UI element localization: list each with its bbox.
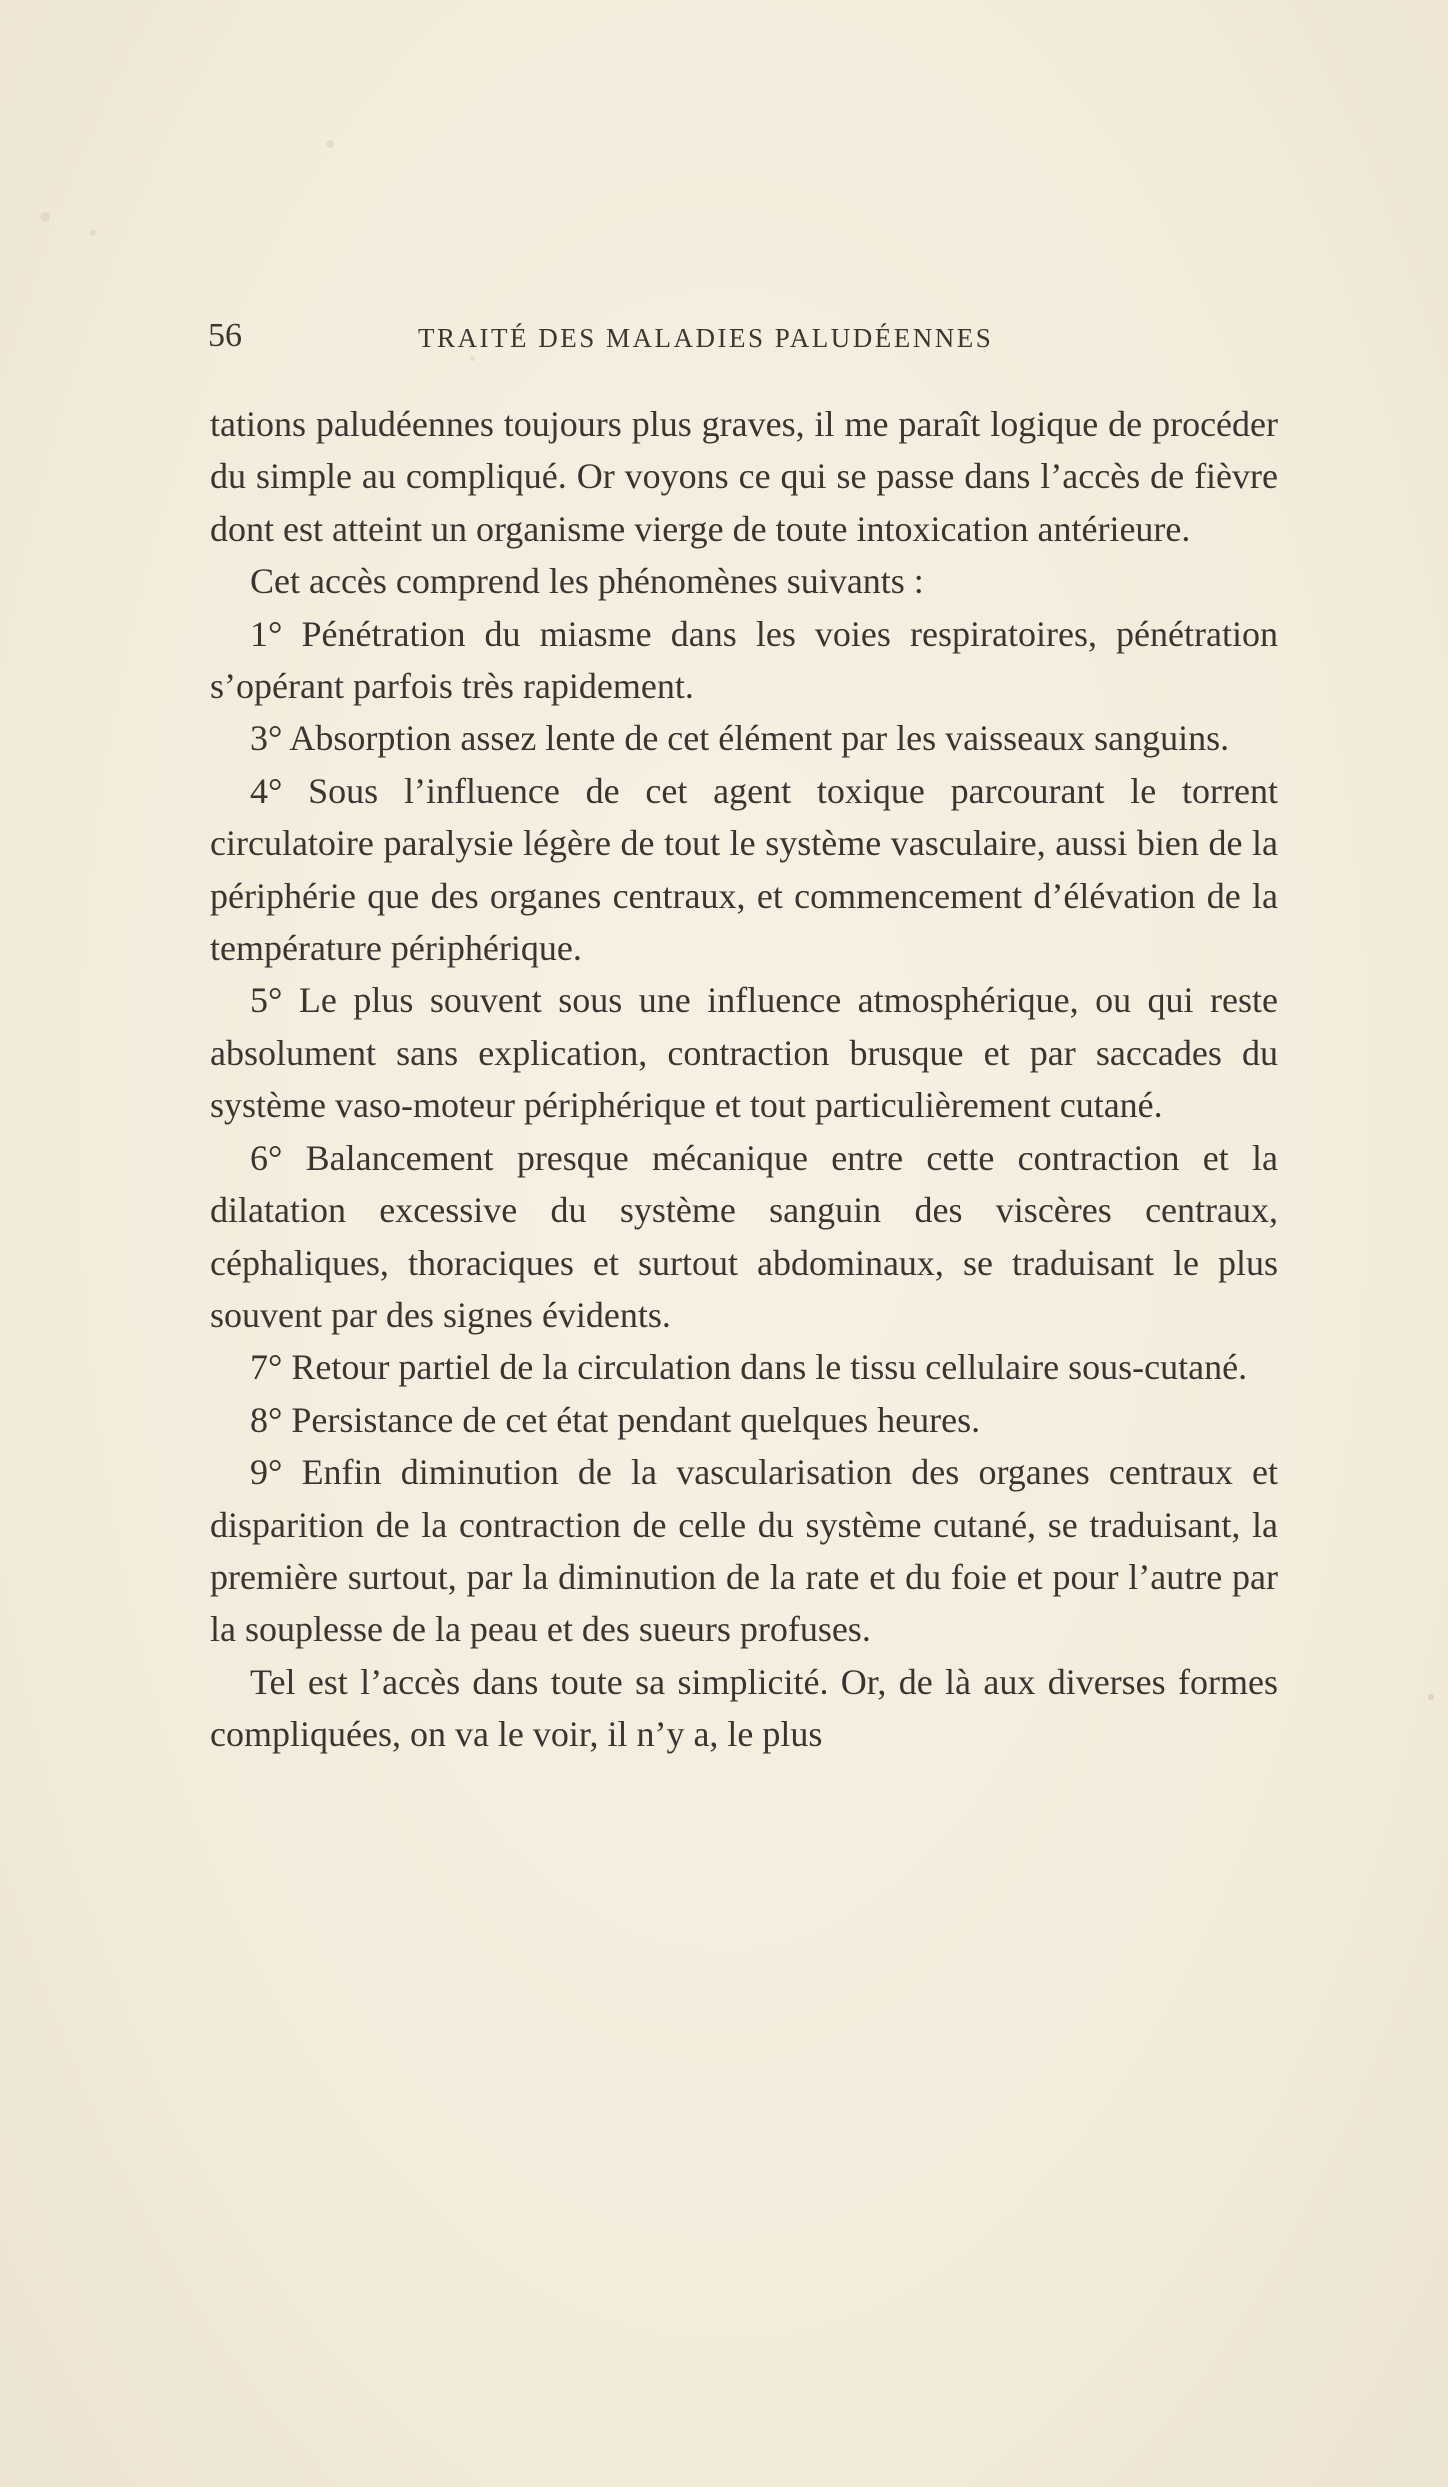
body-text bbox=[210, 398, 1278, 1761]
paper-speck bbox=[90, 230, 96, 236]
paragraph-item-9: 9° Enfin diminution de la vascularisation des organes centraux et disparition de la contraction de celle du système cutané, se traduisant, la première surtout, par la diminution de la rate et du foie et pour l’autre par la souplesse de la peau et des sueurs profuses. bbox=[210, 1452, 1278, 1650]
paragraph-item-1: 1° Pénétration du miasme dans les voies respiratoires, pénétration s’opérant parfois très rapidement. bbox=[210, 613, 1278, 707]
paragraph-item-4: 4° Sous l’influence de cet agent toxique parcourant le torrent circulatoire paralysie légère de tout le système vasculaire, aussi bien de la périphérie que des organes centraux, et commencement d’élévation de la température périphérique. bbox=[210, 770, 1278, 969]
paragraph-conclusion: Tel est l’accès dans toute sa simplicité. Or, de là aux diverses formes compliquées, on va le voir, il n’y a, le plus bbox=[210, 1661, 1278, 1755]
page-header bbox=[208, 316, 1280, 356]
paragraph-item-6: 6° Balancement presque mécanique entre cette contraction et la dilatation excessive du système sanguin des viscères centraux, céphaliques, thoraciques et surtout abdominaux, se traduisant le plus souvent par des signes évidents. bbox=[210, 1137, 1278, 1335]
paragraph-item-3: 3° Absorption assez lente de cet élément par les vaisseaux sanguins. bbox=[250, 718, 1230, 759]
paper-speck bbox=[1428, 1694, 1434, 1700]
paragraph-item-5: 5° Le plus souvent sous une influence atmosphérique, ou qui reste absolument sans explication, contraction brusque et par saccades du système vaso-moteur périphérique et tout particulièrement cutané. bbox=[210, 980, 1278, 1126]
paragraph-intro: Cet accès comprend les phénomènes suivants : bbox=[250, 561, 924, 602]
running-title: TRAITÉ DES MALADIES PALUDÉENNES bbox=[418, 323, 994, 353]
paragraph-continuation: tations paludéennes toujours plus graves, il me paraît logique de procéder du simple au compliqué. Or voyons ce qui se passe dans l’accès de fièvre dont est atteint un organisme vierge de toute intoxication antérieure. bbox=[210, 404, 1278, 549]
paper-speck bbox=[470, 356, 475, 361]
paper-speck bbox=[326, 140, 334, 148]
paragraph-item-7: 7° Retour partiel de la circulation dans le tissu cellulaire sous-cutané. bbox=[250, 1347, 1248, 1388]
paper-speck bbox=[40, 212, 50, 222]
page-number: 56 bbox=[208, 317, 242, 354]
paragraph-item-8: 8° Persistance de cet état pendant quelques heures. bbox=[250, 1399, 981, 1440]
